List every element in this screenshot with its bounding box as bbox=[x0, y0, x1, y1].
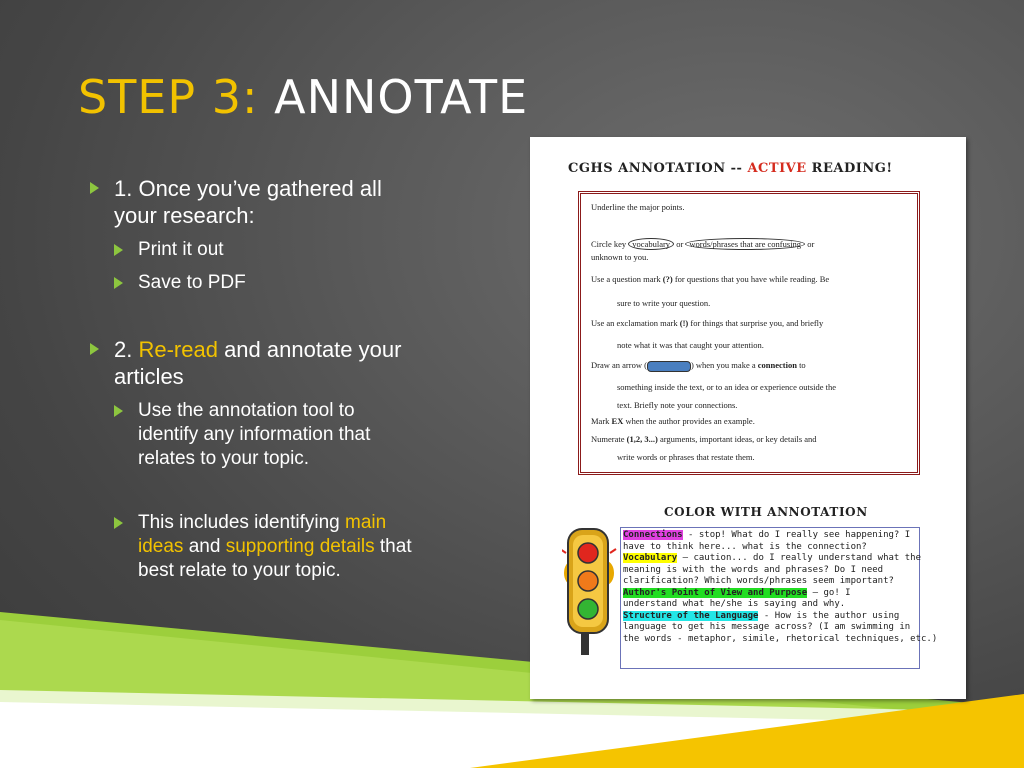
rule-line bbox=[591, 434, 817, 444]
question-mark-icon: (?) bbox=[662, 274, 673, 284]
rule-text: Use a question mark bbox=[591, 274, 663, 284]
bullet-2-prefix: 2. bbox=[114, 337, 139, 362]
rule-line bbox=[591, 416, 755, 426]
vocabulary-tag: Vocabulary bbox=[623, 553, 678, 563]
rule-text: Use an exclamation mark bbox=[591, 318, 680, 328]
color-key-line bbox=[623, 553, 922, 565]
sub-bullet-text: This includes identifying bbox=[138, 512, 345, 533]
color-key-line bbox=[623, 588, 919, 600]
bullet-2-highlight: Re-read bbox=[138, 337, 218, 362]
handout-title-active: ACTIVE bbox=[747, 161, 807, 176]
handout-title bbox=[568, 161, 893, 176]
handout-title-a: CGHS ANNOTATION -- bbox=[568, 161, 748, 176]
rule-line: note what it was that caught your attention. bbox=[617, 340, 764, 350]
color-key-text: – caution... do I really understand what the bbox=[677, 553, 922, 563]
rule-text: connection bbox=[757, 360, 797, 370]
rule-line: Underline the major points. bbox=[591, 202, 685, 212]
color-section-title: COLOR WITH ANNOTATION bbox=[664, 505, 868, 519]
color-key-line: language to get his message across? (I am swimming in bbox=[623, 622, 911, 632]
connections-tag: Connections bbox=[623, 530, 683, 540]
bullet-arrow-icon bbox=[90, 182, 99, 194]
arrow-icon bbox=[647, 361, 691, 372]
title-word: ANNOTATE bbox=[274, 70, 529, 124]
rule-text: to bbox=[796, 360, 806, 370]
bullet-arrow-icon bbox=[114, 244, 123, 256]
annotation-handout-image bbox=[530, 137, 966, 699]
bullet-arrow-icon bbox=[114, 517, 123, 529]
sub-bullet-line: identify any information that bbox=[138, 424, 371, 445]
highlight-supporting-details: supporting details bbox=[225, 536, 375, 557]
bullet-2-line-1 bbox=[114, 336, 490, 363]
sub-bullet-text: Save to PDF bbox=[138, 272, 246, 293]
sub-bullet-line bbox=[138, 535, 490, 559]
exclamation-mark-icon: (!) bbox=[679, 318, 689, 328]
rule-line bbox=[591, 318, 823, 328]
rule-text: Mark bbox=[591, 416, 612, 426]
color-key-text: - stop! What do I really see happening? I bbox=[682, 530, 911, 540]
rule-text: or bbox=[674, 239, 686, 249]
rule-text: EX bbox=[611, 416, 624, 426]
bullet-2 bbox=[90, 336, 490, 390]
bullet-arrow-icon bbox=[114, 405, 123, 417]
rule-line: write words or phrases that restate them. bbox=[617, 452, 755, 462]
color-key-line: understand what he/she is saying and why. bbox=[623, 599, 846, 609]
rule-text: ) when you make a bbox=[690, 360, 758, 370]
annotation-rules-box bbox=[578, 191, 920, 475]
color-key-text: - How is the author using bbox=[758, 610, 900, 621]
sub-bullet-line: Use the annotation tool to bbox=[138, 400, 355, 421]
rule-text: arguments, important ideas, or key details and bbox=[657, 434, 817, 444]
rule-text: for things that surprise you, and briefly bbox=[688, 318, 824, 328]
bullet-2-rest: and annotate your bbox=[217, 337, 402, 362]
rule-text: Numerate bbox=[591, 434, 627, 444]
highlight-ideas: ideas bbox=[138, 536, 184, 557]
rule-line bbox=[591, 238, 814, 250]
rule-line bbox=[591, 274, 829, 284]
rule-text: (1,2, 3...) bbox=[626, 434, 658, 444]
bullet-1 bbox=[90, 175, 490, 229]
rule-text: for questions that you have while reading. Be bbox=[672, 274, 830, 284]
title-step: STEP 3: bbox=[78, 70, 259, 124]
color-key-line bbox=[623, 530, 919, 542]
highlight-main: main bbox=[345, 512, 387, 533]
color-key-line: clarification? Which words/phrases seem important? bbox=[623, 576, 894, 586]
bullet-arrow-icon bbox=[114, 277, 123, 289]
sub-bullet-line: best relate to your topic. bbox=[138, 560, 341, 581]
rule-line: sure to write your question. bbox=[617, 298, 711, 308]
sub-bullet-text: Print it out bbox=[138, 239, 224, 260]
point-of-view-tag: Author's Point of View and Purpose bbox=[623, 587, 808, 598]
handout-title-b: READING! bbox=[806, 161, 893, 176]
bullet-list bbox=[90, 175, 490, 583]
rule-text: words/phrases that are confusing bbox=[685, 238, 805, 250]
rule-line bbox=[591, 360, 806, 372]
traffic-light-icon bbox=[562, 525, 620, 657]
bullet-1-line-1: 1. Once you’ve gathered all bbox=[114, 176, 382, 201]
sub-bullet-print bbox=[114, 238, 490, 262]
rule-text: Circle key bbox=[591, 239, 629, 249]
bullet-arrow-icon bbox=[90, 343, 99, 355]
structure-tag: Structure of the Language bbox=[623, 610, 759, 621]
bullet-1-line-2: your research: bbox=[114, 203, 255, 228]
color-key-text: – go! I bbox=[807, 587, 851, 598]
rule-text: when the author provides an example. bbox=[623, 416, 755, 426]
color-key-line bbox=[623, 611, 919, 623]
bullet-2-line-2: articles bbox=[114, 364, 184, 389]
sub-bullet-text: and bbox=[183, 536, 226, 557]
rule-line: something inside the text, or to an idea or experience outside the bbox=[617, 382, 837, 392]
rule-line: unknown to you. bbox=[591, 252, 649, 262]
color-key-box bbox=[620, 527, 938, 669]
sub-bullet-annotation-tool bbox=[114, 399, 490, 471]
rule-text: vocabulary bbox=[628, 238, 674, 250]
sub-bullet-line bbox=[138, 511, 490, 535]
rule-line: text. Briefly note your connections. bbox=[617, 400, 738, 410]
color-key-line: have to think here... what is the connection? bbox=[623, 541, 867, 552]
slide-title bbox=[78, 70, 528, 124]
color-key-line: the words - metaphor, simile, rhetorical techniques, etc.) bbox=[623, 633, 938, 644]
sub-bullet-line: relates to your topic. bbox=[138, 448, 310, 469]
sub-bullet-pdf bbox=[114, 271, 490, 295]
color-key-line: meaning is with the words and phrases? Do I need bbox=[623, 564, 884, 575]
sub-bullet-text: that bbox=[374, 536, 412, 557]
sub-bullet-identifying bbox=[114, 511, 490, 583]
rule-text: Draw an arrow ( bbox=[591, 360, 647, 370]
rule-text: or bbox=[805, 239, 815, 249]
